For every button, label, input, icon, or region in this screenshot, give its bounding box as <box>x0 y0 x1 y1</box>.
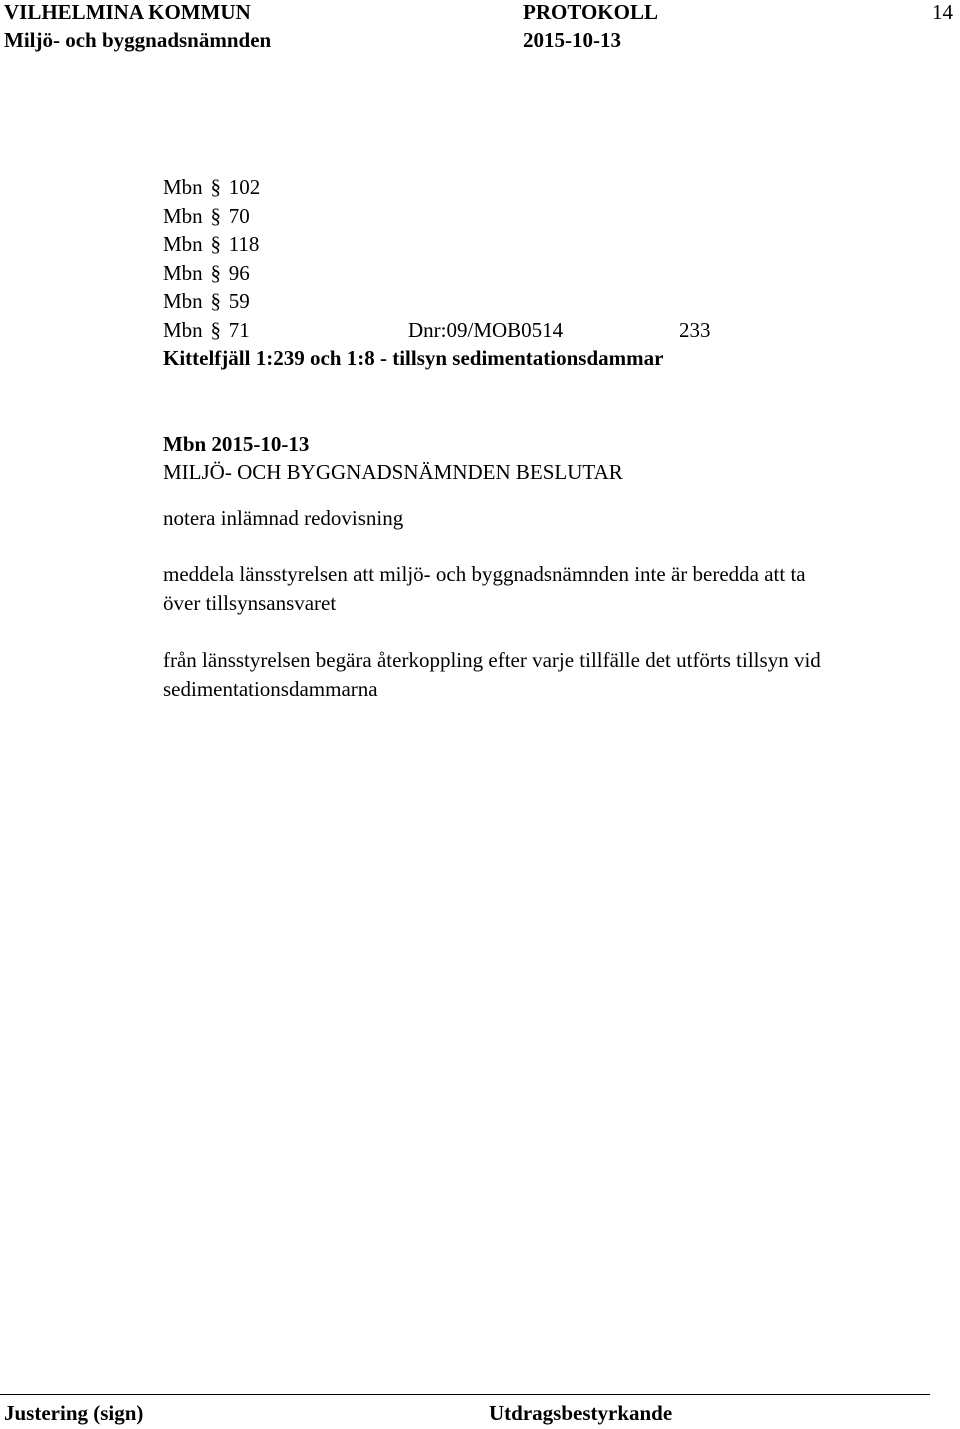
reference-label: Mbn <box>163 317 203 342</box>
reference-number: 96 <box>228 260 250 285</box>
decision-item: meddela länsstyrelsen att miljö- och byggnadsnämnden inte är beredda att ta <box>163 562 806 586</box>
reference-number: 118 <box>228 232 260 257</box>
section-sign: § <box>210 175 221 199</box>
section-sign: § <box>210 289 221 314</box>
reference-label: Mbn <box>163 232 203 257</box>
reference-label: Mbn <box>163 175 203 199</box>
footer-divider <box>0 1394 930 1395</box>
document-type: PROTOKOLL <box>523 0 658 24</box>
case-title: Kittelfjäll 1:239 och 1:8 - tillsyn sedimentationsdammar <box>163 346 664 370</box>
footer-certification-label: Utdragsbestyrkande <box>489 1401 673 1425</box>
reference-number: 70 <box>228 203 250 228</box>
decision-item-continuation: över tillsynsansvaret <box>163 591 337 615</box>
meeting-date: 2015-10-13 <box>523 28 621 52</box>
reference-label: Mbn <box>163 260 203 285</box>
committee-name: Miljö- och byggnadsnämnden <box>4 28 272 52</box>
footer-signature-label: Justering (sign) <box>4 1401 144 1425</box>
diary-number: Dnr:09/MOB0514 <box>408 318 564 342</box>
section-sign: § <box>210 203 221 228</box>
section-reference <box>163 173 260 202</box>
page-number: 14 <box>932 0 953 24</box>
reference-number: 71 <box>228 317 250 342</box>
section-sign: § <box>210 232 221 257</box>
reference-label: Mbn <box>163 289 203 314</box>
section-references <box>163 173 260 345</box>
section-reference <box>163 230 260 259</box>
decision-heading: MILJÖ- OCH BYGGNADSNÄMNDEN BESLUTAR <box>163 460 623 484</box>
decision-meeting: Mbn 2015-10-13 <box>163 432 310 456</box>
section-sign: § <box>210 317 221 342</box>
reference-number: 102 <box>228 175 261 199</box>
decision-item-continuation: sedimentationsdammarna <box>163 677 378 701</box>
decision-item: notera inlämnad redovisning <box>163 506 404 530</box>
section-reference <box>163 259 260 288</box>
reference-number: 59 <box>228 289 250 314</box>
section-sign: § <box>210 260 221 285</box>
diary-serial-number: 233 <box>679 318 711 342</box>
reference-label: Mbn <box>163 203 203 228</box>
section-reference <box>163 202 260 231</box>
section-reference <box>163 287 260 316</box>
section-reference <box>163 316 260 345</box>
municipality-name: VILHELMINA KOMMUN <box>4 0 251 24</box>
decision-item: från länsstyrelsen begära återkoppling efter varje tillfälle det utförts tillsyn vid <box>163 648 821 672</box>
